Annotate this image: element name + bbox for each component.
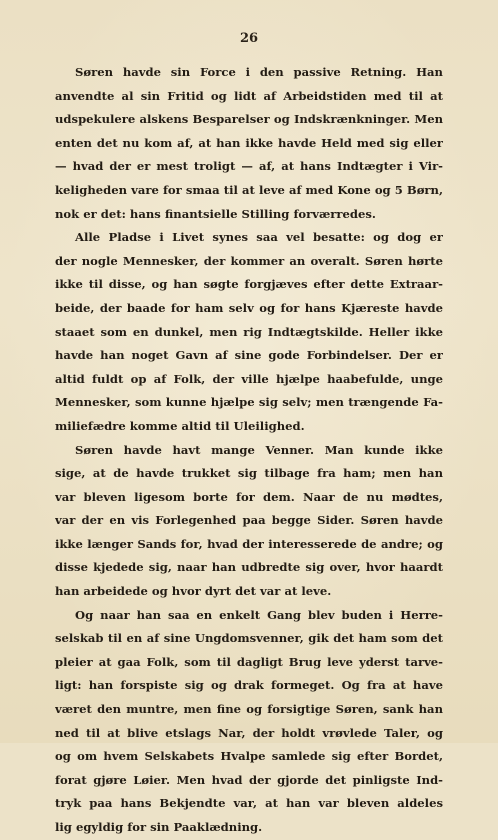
text-line: havde han noget Gavn af sine gode Forbindelser. Der er xyxy=(55,348,443,363)
text-line: ikke til disse, og han søgte forgjæves efter dette Extraar- xyxy=(55,277,443,292)
text-line: anvendte al sin Fritid og lidt af Arbeidstiden med til at xyxy=(55,88,443,103)
text-line: staaet som en dunkel, men rig Indtægtskilde. Heller ikke xyxy=(55,324,443,339)
body-text xyxy=(55,61,443,840)
text-line: nok er det: hans finantsielle Stilling forværredes. xyxy=(55,206,376,221)
text-line: var bleven ligesom borte for dem. Naar de nu mødtes, xyxy=(55,489,443,504)
text-line: forat gjøre Løier. Men hvad der gjorde det pinligste Ind- xyxy=(55,772,443,787)
text-line: var der en vis Forlegenhed paa begge Sider. Søren havde xyxy=(55,513,443,528)
text-line: lig egyldig for sin Paaklædning. xyxy=(55,820,263,834)
text-line: han arbeidede og hvor dyrt det var at leve. xyxy=(55,584,332,599)
text-line: udspekulere alskens Besparelser og Indskrænkninger. Men xyxy=(55,112,443,127)
text-line: keligheden vare for smaa til at leve af med Kone og 5 Børn, xyxy=(55,182,443,197)
text-line: altid fuldt op af Folk, der ville hjælpe haabefulde, unge xyxy=(55,371,443,386)
text-line: Mennesker, som kunne hjælpe sig selv; men trængende Fa- xyxy=(55,395,443,410)
text-line: der nogle Mennesker, der kommer an overalt. Søren hørte xyxy=(55,253,443,268)
text-line: — hvad der er mest troligt — af, at hans Indtægter i Vir- xyxy=(55,159,443,174)
text-line: været den muntre, men fine og forsigtige Søren, sank han xyxy=(55,702,443,717)
text-line: sige, at de havde trukket sig tilbage fra ham; men han xyxy=(55,466,443,481)
text-line: beide, der baade for ham selv og for hans Kjæreste havde xyxy=(55,300,443,315)
text-line: miliefædre komme altid til Uleilighed. xyxy=(55,418,305,433)
text-line: Alle Pladse i Livet synes saa vel besatte: og dog er xyxy=(75,230,443,245)
page-number: 26 xyxy=(239,31,259,46)
text-line: pleier at gaa Folk, som til dagligt Brug leve yderst tarve- xyxy=(55,654,443,669)
text-line: selskab til en af sine Ungdomsvenner, gik det ham som det xyxy=(55,631,443,646)
text-line: ned til at blive etslags Nar, der holdt vrøvlede Taler, og xyxy=(55,725,443,740)
text-line: ligt: han forspiste sig og drak formeget. Og fra at have xyxy=(55,678,443,693)
text-line: disse kjedede sig, naar han udbredte sig over, hvor haardt xyxy=(55,560,443,575)
text-line: ikke længer Sands for, hvad der interesserede de andre; og xyxy=(55,536,443,551)
text-line: Søren havde sin Force i den passive Retning. Han xyxy=(75,65,443,79)
text-line: tryk paa hans Bekjendte var, at han var bleven aldeles xyxy=(55,796,443,811)
text-line: Og naar han saa en enkelt Gang blev buden i Herre- xyxy=(75,607,443,622)
text-line: og om hvem Selskabets Hvalpe samlede sig efter Bordet, xyxy=(55,749,443,764)
text-line: Søren havde havt mange Venner. Man kunde ikke xyxy=(75,442,443,457)
text-line: enten det nu kom af, at han ikke havde Held med sig eller xyxy=(55,135,443,150)
